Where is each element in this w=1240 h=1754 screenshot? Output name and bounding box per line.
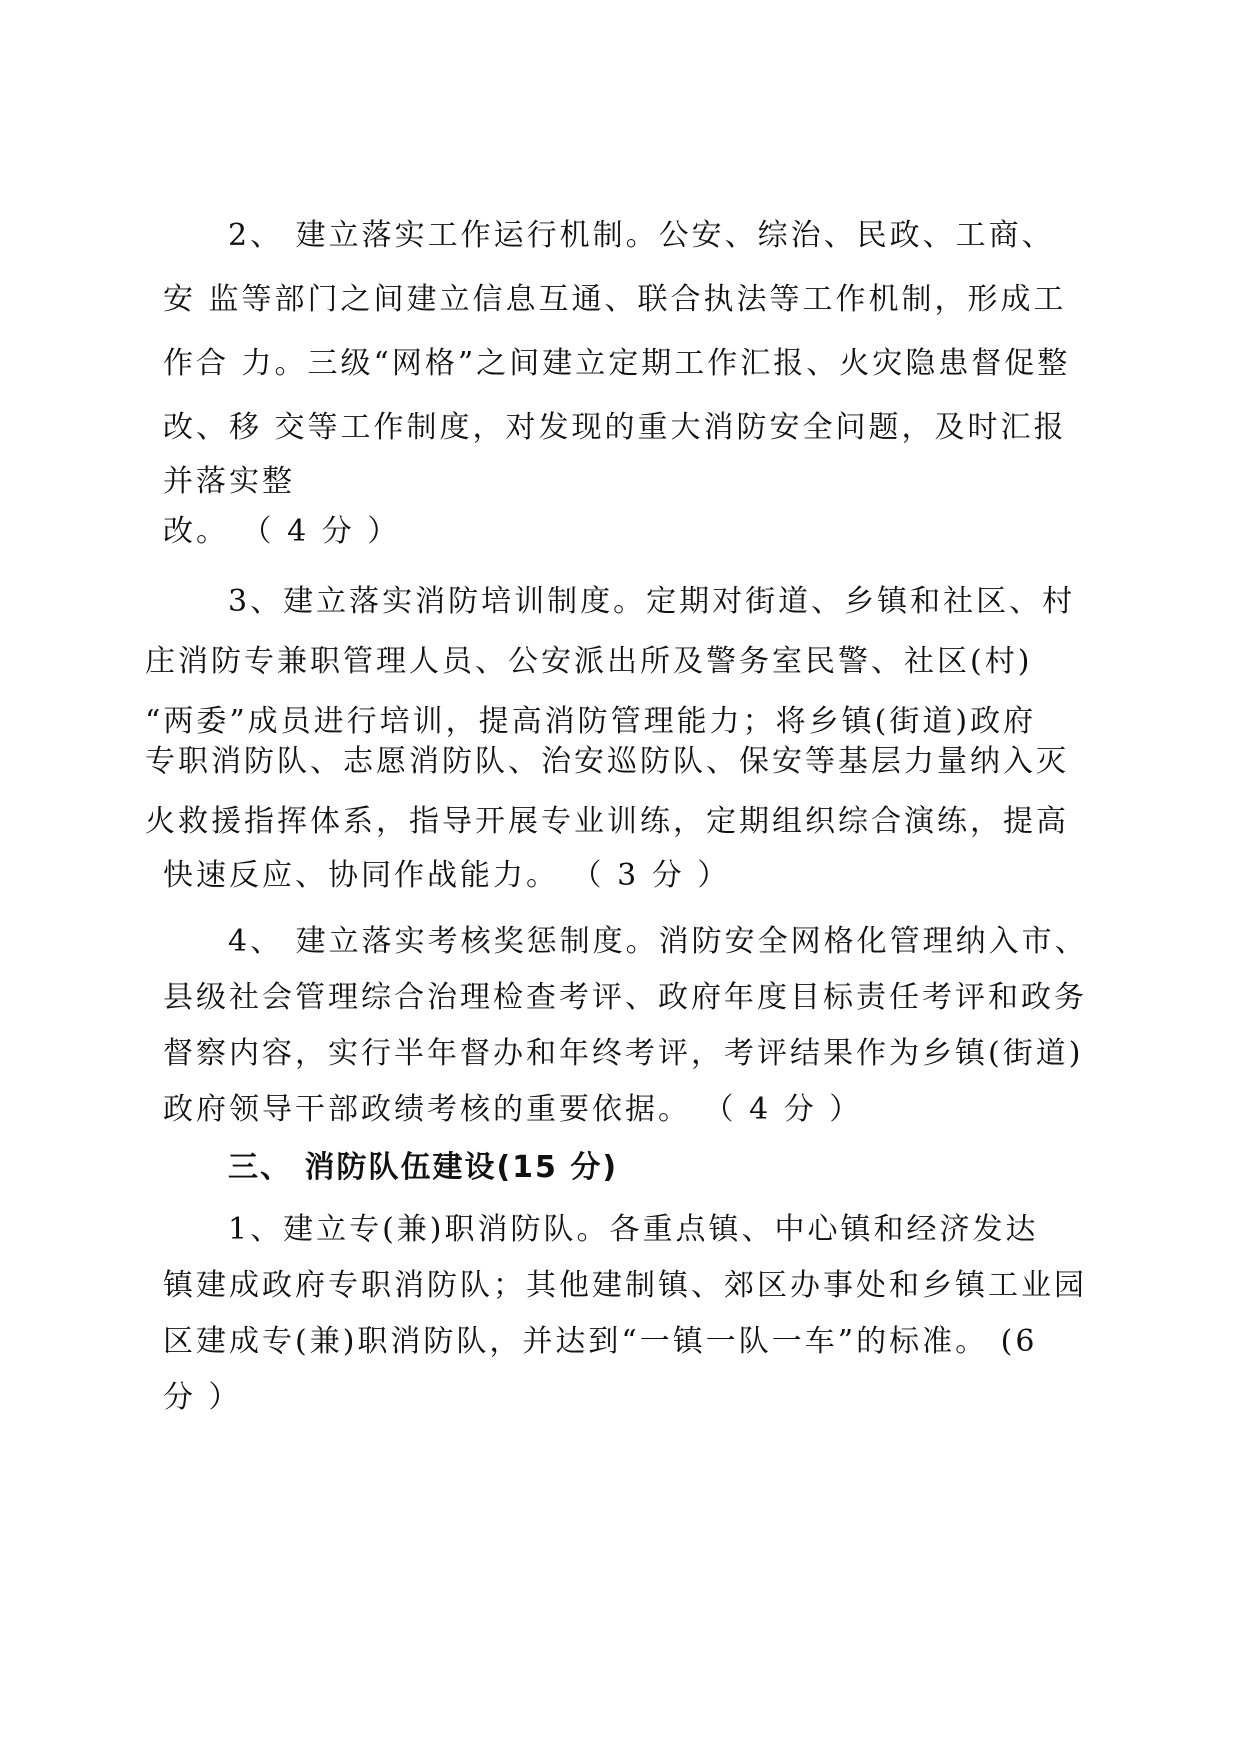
paragraph-5-line-1: 1、建立专(兼)职消防队。各重点镇、中心镇和经济发达	[228, 1212, 1039, 1247]
paragraph-5-line-4: 分 ）	[163, 1380, 242, 1415]
paragraph-4-line-1: 4、 建立落实考核奖惩制度。消防安全网格化管理纳入市、	[228, 924, 1088, 959]
paragraph-2-line-2: 安 监等部门之间建立信息互通、联合执法等工作机制，形成工	[163, 282, 1067, 317]
paragraph-3-line-3: “两委”成员进行培训，提高消防管理能力；将乡镇(街道)政府	[145, 704, 1037, 739]
paragraph-2-line-3: 作合 力。三级“网格”之间建立定期工作汇报、火灾隐患督促整	[163, 346, 1071, 381]
paragraph-3-line-5: 火救援指挥体系，指导开展专业训练，定期组织综合演练，提高	[145, 804, 1069, 839]
paragraph-2-line-4: 改、移 交等工作制度，对发现的重大消防安全问题，及时汇报	[163, 410, 1067, 445]
paragraph-3-line-2: 庄消防专兼职管理人员、公安派出所及警务室民警、社区(村)	[145, 644, 1033, 679]
paragraph-3-line-6: 快速反应、协同作战能力。 （ 3 分 ）	[163, 858, 731, 893]
paragraph-4-line-4: 政府领导干部政绩考核的重要依据。 （ 4 分 ）	[163, 1092, 863, 1127]
paragraph-3-line-4: 专职消防队、志愿消防队、治安巡防队、保安等基层力量纳入灭	[145, 744, 1069, 779]
paragraph-4-line-3: 督察内容，实行半年督办和年终考评，考评结果作为乡镇(街道)	[163, 1036, 1084, 1071]
paragraph-4-line-2: 县级社会管理综合治理检查考评、政府年度目标责任考评和政务	[163, 980, 1087, 1015]
paragraph-5-line-2: 镇建成政府专职消防队；其他建制镇、郊区办事处和乡镇工业园	[163, 1268, 1087, 1303]
paragraph-2-line-5: 并落实整	[163, 464, 295, 499]
paragraph-2-line-6: 改。 （ 4 分 ）	[163, 514, 401, 549]
paragraph-2-line-1: 2、 建立落实工作运行机制。公安、综治、民政、工商、	[228, 218, 1055, 253]
section-3-heading: 三、 消防队伍建设(15 分)	[228, 1150, 619, 1185]
paragraph-3-line-1: 3、建立落实消防培训制度。定期对街道、乡镇和社区、村	[228, 584, 1076, 619]
paragraph-5-line-3: 区建成专(兼)职消防队，并达到“一镇一队一车”的标准。 (6	[163, 1324, 1038, 1359]
